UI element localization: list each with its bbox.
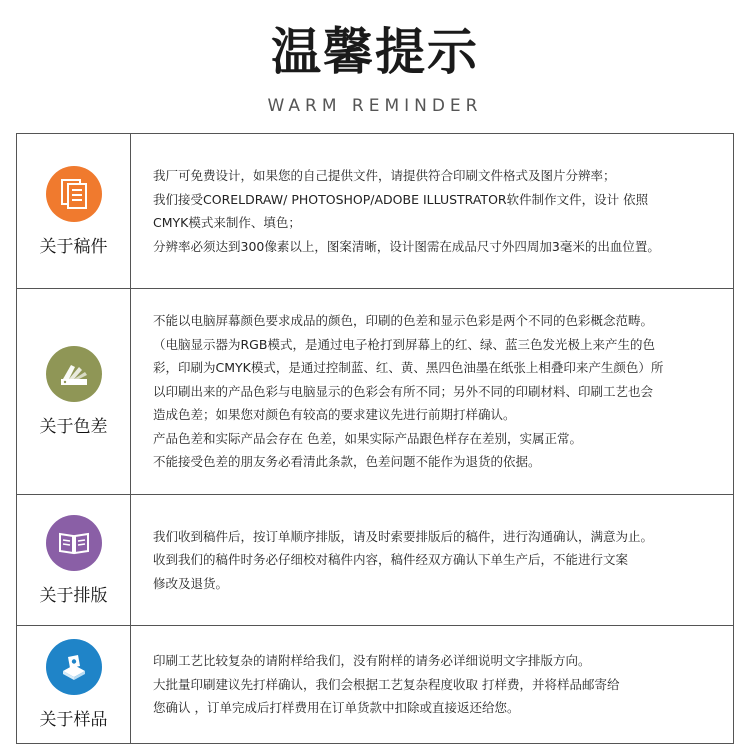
page-subtitle: WARM REMINDER [267,96,483,116]
section-label: 关于排版 [39,585,108,606]
content-line: 产品色差和实际产品会存在 色差，如果实际产品跟色样存在差别，实属正常。 [153,430,582,446]
section-label: 关于稿件 [39,236,108,257]
page-title: 温馨提示 [271,23,479,81]
document-icon [46,166,102,222]
content-line: 分辨率必须达到300像素以上，图案清晰，设计图需在成品尺寸外四周加3毫米的出血位置。 [153,238,660,254]
content-line: 修改及退货。 [153,575,229,591]
section-header [17,495,131,626]
content-line: （电脑显示器为RGB模式，是通过电子枪打到屏幕上的红、绿、蓝三色发光极上来产生的色 [153,336,655,352]
section-row-layout [17,495,734,626]
section-content [131,289,734,495]
section-header [17,289,131,495]
content-line: 收到我们的稿件时务必仔细校对稿件内容，稿件经双方确认下单生产后，不能进行文案 [153,552,629,568]
section-row-color-difference [17,289,734,495]
content-line: 您确认 ，订单完成后打样费用在订单货款中扣除或直接返还给您。 [153,700,520,716]
content-line: 我们收到稿件后，按订单顺序排版，请及时索要排版后的稿件，进行沟通确认，满意为止。 [153,528,654,544]
section-label: 关于色差 [39,417,108,437]
content-line: 不能接受色差的朋友务必看清此条款，色差问题不能作为退货的依据。 [153,454,541,470]
content-line: CMYK模式来制作、填色； [153,215,301,230]
content-line: 我厂可免费设计，如果您的自己提供文件，请提供符合印刷文件格式及图片分辨率； [153,168,616,183]
content-line: 不能以电脑屏幕颜色要求成品的颜色，印刷的色差和显示色彩是两个不同的色彩概念范畴。 [153,313,654,329]
open-book-icon [46,515,102,571]
color-swatch-icon [46,346,102,402]
section-row-manuscript [17,134,734,289]
reminder-table [16,133,734,744]
section-header [17,134,131,289]
section-content [131,626,734,744]
content-line: 彩，印刷为CMYK模式，是通过控制蓝、红、黄、黑四色油墨在纸张上相叠印来产生颜色）所 [153,360,664,376]
sample-box-icon [46,639,102,695]
section-header [17,626,131,744]
section-content [131,134,734,289]
content-line: 造成色差；如果您对颜色有较高的要求建议先进行前期打样确认。 [153,407,516,423]
content-line: 以印刷出来的产品色彩与电脑显示的色彩会有所不同；另外不同的印刷材料、印刷工艺也会 [153,383,654,399]
section-content [131,495,734,626]
content-line: 印刷工艺比较复杂的请附样给我们，没有附样的请务必详细说明文字排版方向。 [153,653,591,669]
section-row-sample [17,626,734,744]
content-line: 大批量印刷建议先打样确认，我们会根据工艺复杂程度收取 打样费，并将样品邮寄给 [153,676,620,692]
section-label: 关于样品 [39,710,108,730]
content-line: 我们接受CORELDRAW/ PHOTOSHOP/ADOBE ILLUSTRATOR软件制作文件，设计 依照 [153,191,649,207]
